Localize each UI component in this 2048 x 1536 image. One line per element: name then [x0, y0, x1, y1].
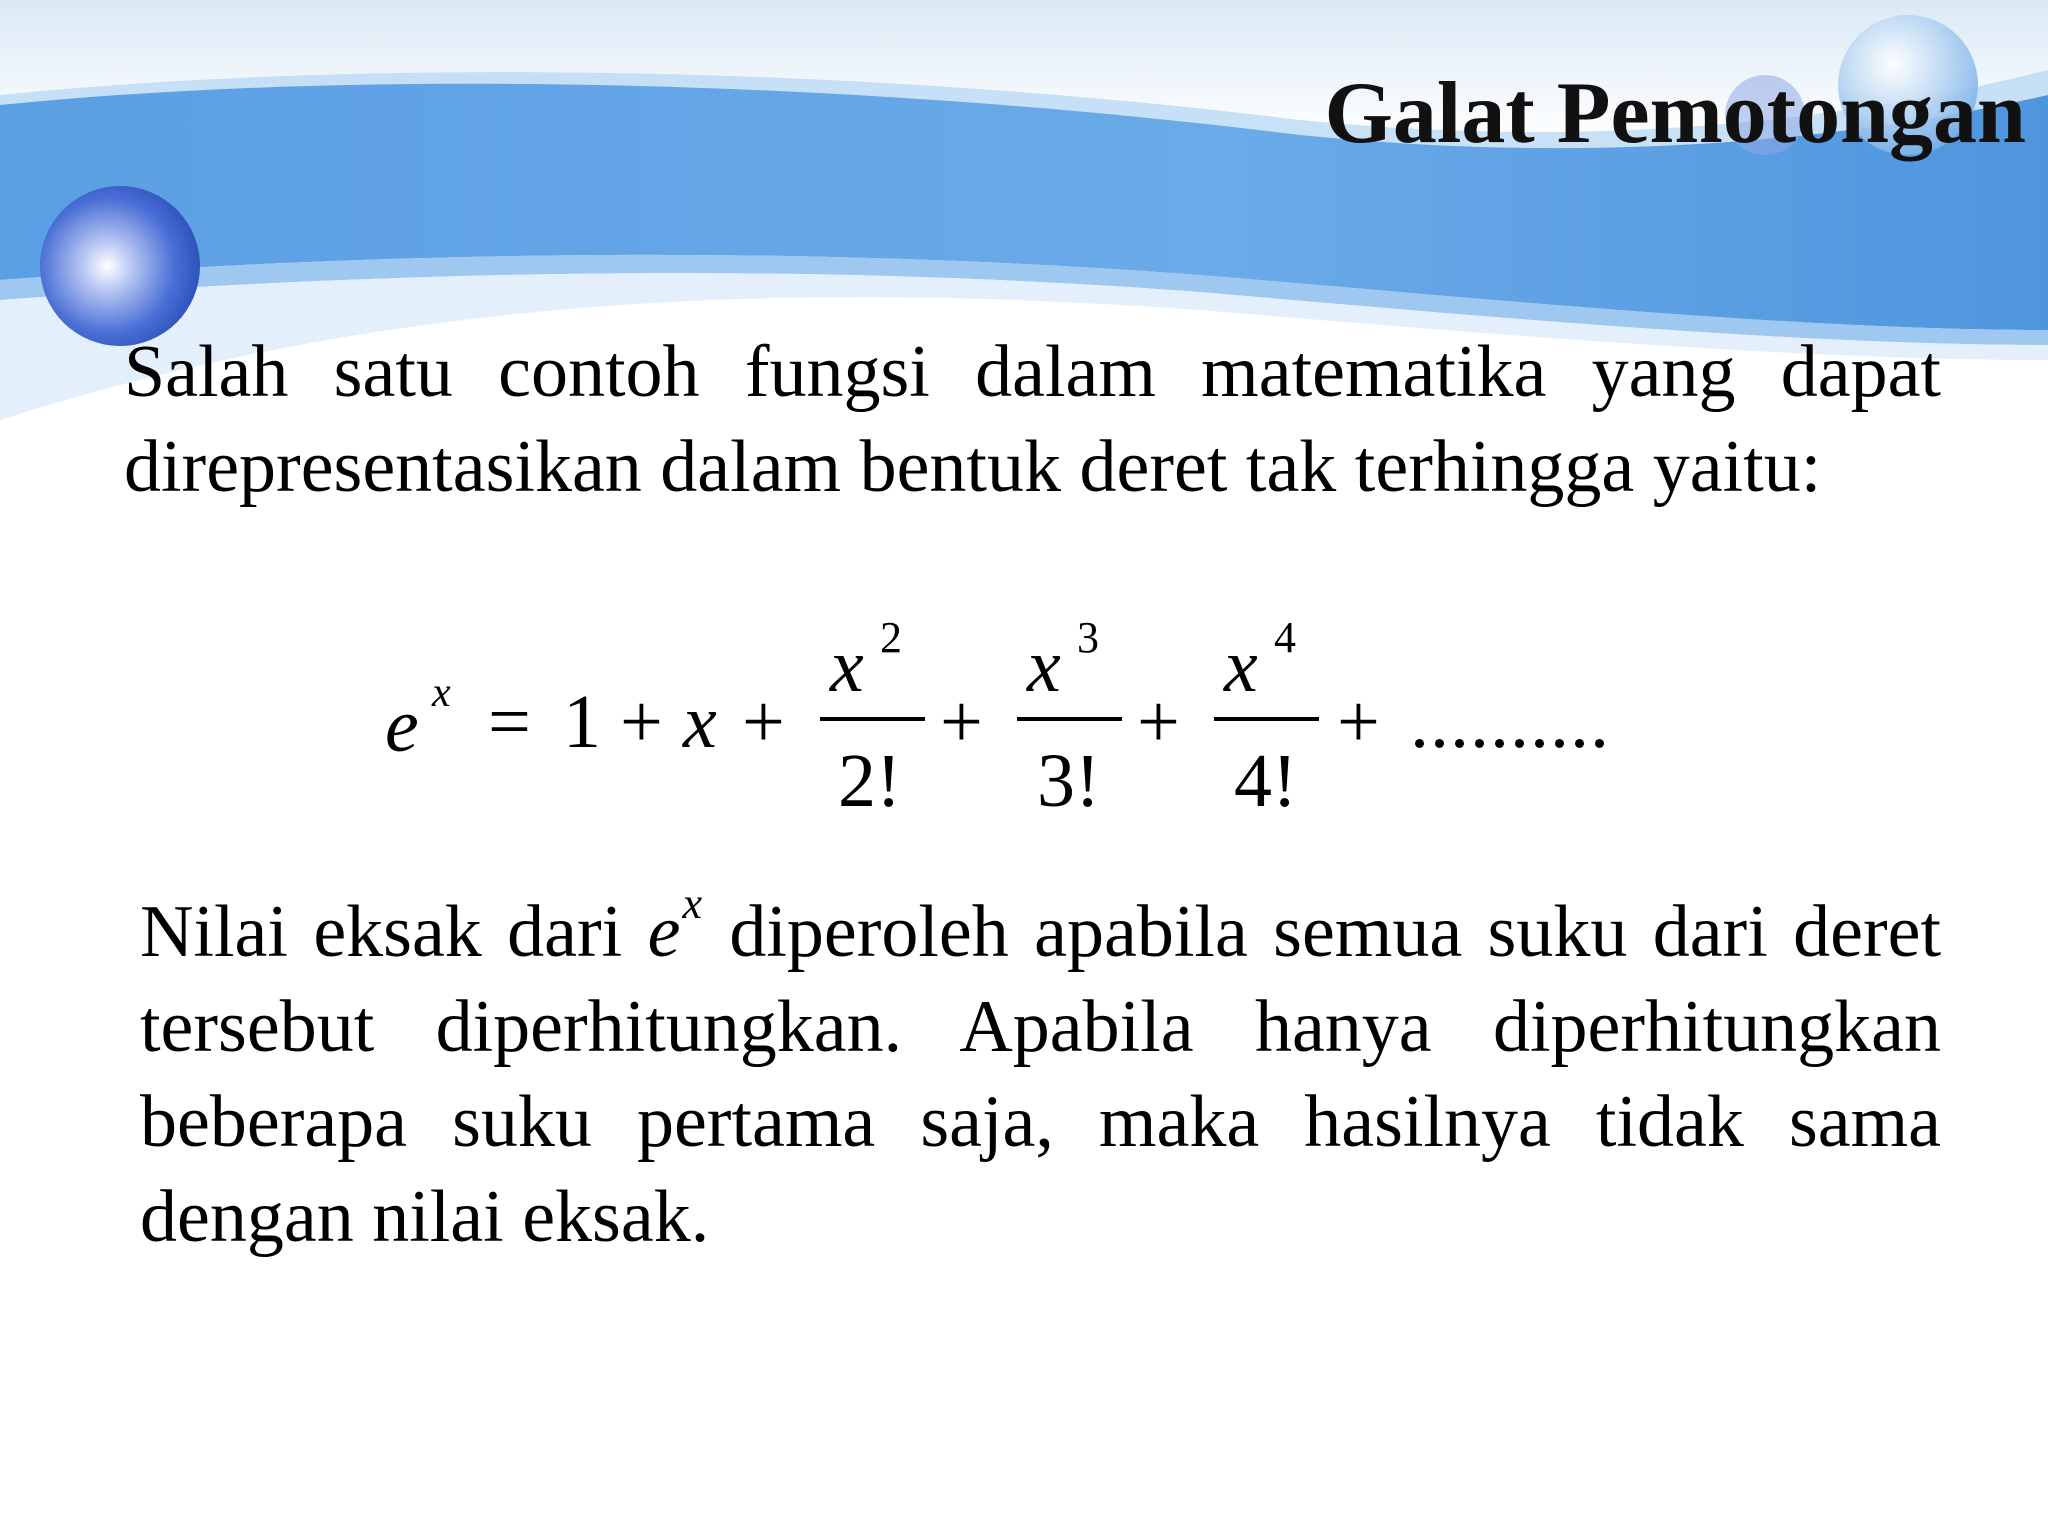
explanation-text-rest: diperoleh apabila semua suku dari deret tersebut diperhitungkan. Apabila hanya diperhitungkan beberapa suku pertama saja, maka hasilnya tidak sama dengan nilai eksak. [140, 891, 1942, 1258]
term1-denominator: 2! [838, 739, 902, 823]
formula-plus: + [940, 680, 983, 764]
formula-plus: + [620, 680, 663, 764]
explanation-paragraph [140, 879, 1942, 1265]
formula-plus: + [1137, 680, 1180, 764]
inline-math-e-x [647, 879, 704, 973]
blue-orb-left [40, 186, 200, 346]
formula-one: 1 [563, 680, 601, 764]
term1-exponent: 2 [880, 613, 902, 662]
explanation-text-start: Nilai eksak dari [140, 891, 623, 973]
inline-math-base: e [647, 891, 683, 973]
formula-x: x [683, 680, 717, 764]
term1-numerator: x [830, 624, 864, 708]
term3-denominator: 4! [1234, 739, 1298, 823]
term3-numerator: x [1224, 624, 1258, 708]
inline-math-exponent: x [682, 879, 704, 928]
formula-equals: = [488, 680, 531, 764]
term3-fraction-bar [1214, 717, 1319, 721]
term2-denominator: 3! [1037, 739, 1101, 823]
term2-numerator: x [1027, 624, 1061, 708]
formula-plus: + [742, 680, 785, 764]
term2-fraction-bar [1017, 717, 1122, 721]
term2-exponent: 3 [1077, 613, 1099, 662]
formula-ellipsis: .......... [1410, 680, 1610, 764]
term1-fraction-bar [820, 717, 925, 721]
intro-paragraph: Salah satu contoh fungsi dalam matematika yang dapat direpresentasikan dalam bentuk deret tak terhingga yaitu: [124, 331, 1941, 508]
formula-plus: + [1337, 680, 1380, 764]
term3-exponent: 4 [1274, 613, 1296, 662]
slide-title: Galat Pemotongan [1324, 65, 2026, 162]
formula-lhs-base: e [385, 684, 419, 768]
formula-lhs-exponent: x [432, 670, 451, 716]
